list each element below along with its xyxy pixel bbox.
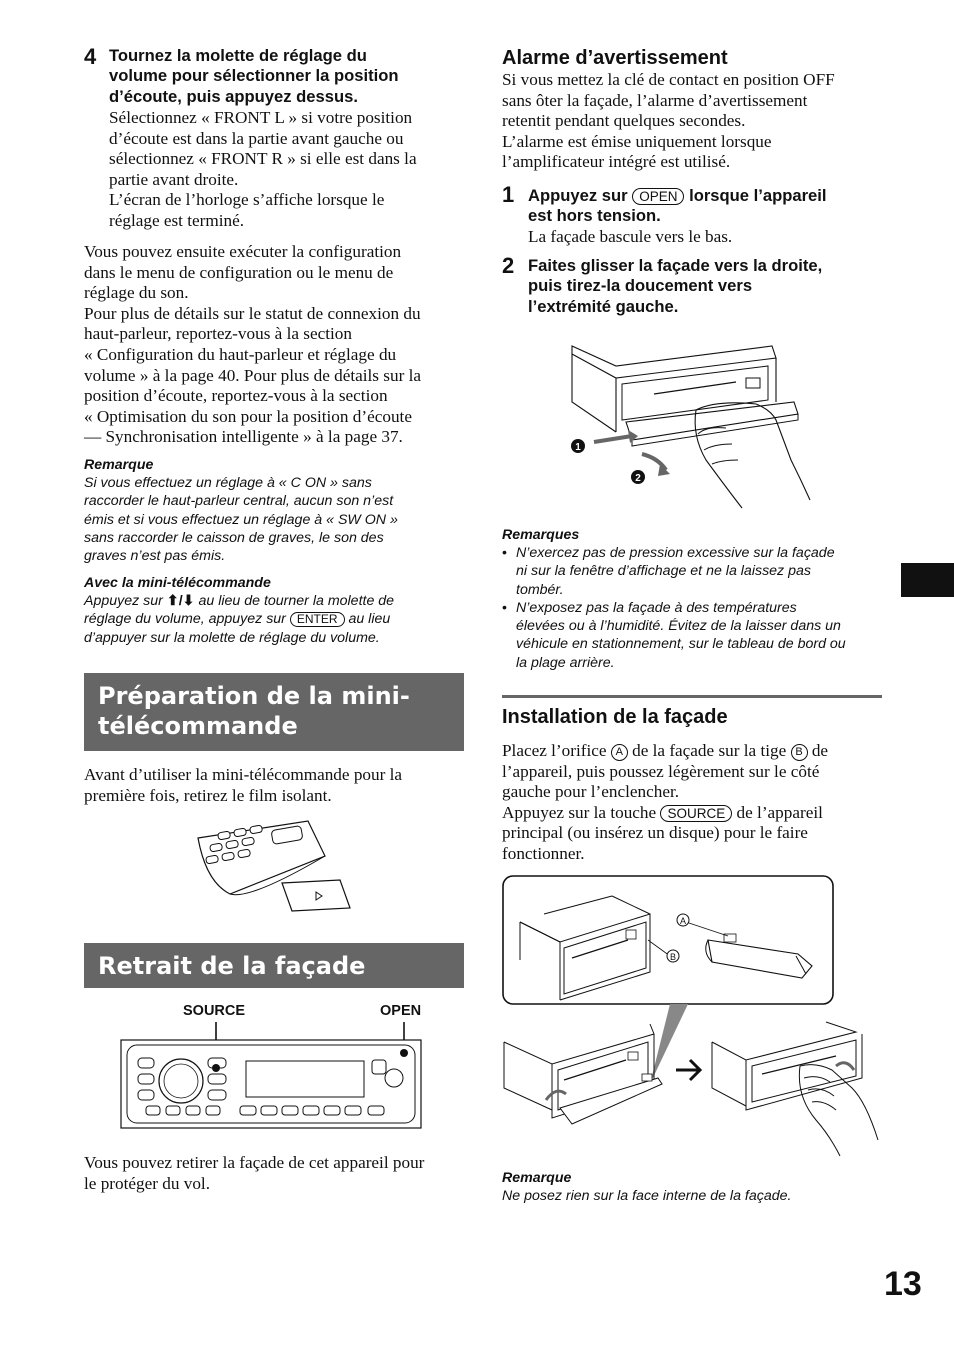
text: Appuyez sur — [528, 186, 633, 205]
paragraph-line: — Synchronisation intelligente » à la page 37. — [84, 427, 403, 447]
text: de la façade sur la tige — [627, 741, 791, 760]
step-1-body: La façade bascule vers le bas. — [528, 227, 733, 246]
install-line: gauche pour l’enclencher. — [502, 782, 680, 802]
step-2-title-line: puis tirez-la doucement vers — [528, 276, 753, 296]
text: au lieu de tourner la molette de — [194, 593, 395, 609]
notes-item — [502, 544, 887, 599]
mark-b: B — [791, 744, 808, 761]
note-line: N’exercez pas de pression excessive sur la façade — [516, 545, 835, 561]
section-title-line: Préparation de la mini- — [98, 682, 410, 710]
install-line: fonctionner. — [502, 843, 585, 863]
note-heading: Remarque — [84, 457, 154, 473]
note-line: N’exposez pas la façade à des températures — [516, 599, 797, 616]
section-banner-faceplate-removal: Retrait de la façade — [84, 943, 464, 988]
note-line: raccorder le haut-parleur central, aucun son n’est — [84, 493, 394, 510]
note-line: émis et si vous effectuez un réglage à « SW ON » — [84, 511, 398, 528]
paragraph-line: Vous pouvez ensuite exécuter la configuration — [84, 242, 402, 261]
step-2-number: 2 — [502, 253, 515, 278]
install-heading: Installation de la façade — [502, 706, 728, 728]
front-panel-illustration — [118, 1020, 426, 1132]
faceplate-install-illustration — [500, 874, 890, 1164]
step-4-body-line: L’écran de l’horloge s’affiche lorsque le — [109, 190, 385, 210]
open-key: OPEN — [632, 188, 684, 205]
step-2-title-line: l’extrémité gauche. — [528, 296, 679, 316]
step-2-title — [528, 256, 888, 317]
note-line: ni sur la fenêtre d’affichage et ne la laissez pas — [516, 563, 811, 580]
faceplate-removal-illustration — [566, 340, 816, 510]
step-4-body — [109, 108, 469, 232]
note-line: sans raccorder le caisson de graves, le son des — [84, 529, 384, 546]
notes-item-text — [516, 599, 846, 672]
step-4-body-line: partie avant droite. — [109, 169, 239, 189]
last-note-heading: Remarque — [502, 1170, 572, 1186]
note-line: élevées ou à l’humidité. Évitez de la laisser dans un — [516, 618, 841, 635]
paragraph-line: Vous pouvez retirer la façade de cet appareil pour — [84, 1153, 425, 1172]
text: de — [807, 741, 829, 760]
paragraph-line: « Optimisation du son pour la position d’écoute — [84, 406, 412, 426]
paragraph-line: Si vous mettez la clé de contact en position OFF — [502, 70, 835, 89]
section-rule — [502, 695, 882, 698]
note-line: graves n’est pas émis. — [84, 548, 226, 565]
section-banner-remote-prep — [84, 673, 464, 751]
paragraph-line: L’alarme est émise uniquement lorsque — [502, 131, 772, 151]
step-4-title-line: volume pour sélectionner la position — [109, 66, 399, 86]
paragraph-line: volume » à la page 40. Pour plus de détails sur la — [84, 365, 421, 385]
up-down-arrows-icon: ⬆/⬇ — [166, 593, 195, 609]
step-1-title — [528, 186, 888, 227]
enter-key: ENTER — [290, 612, 345, 627]
step-1-title-line — [528, 186, 888, 206]
paragraph-line: haut-parleur, reportez-vous à la section — [84, 324, 352, 344]
remote-note-body — [84, 592, 469, 647]
install-body — [502, 741, 887, 865]
notes-item-text — [516, 544, 835, 599]
step-4-title — [109, 46, 469, 107]
config-paragraph — [84, 242, 469, 448]
paragraph-line: position d’écoute, reportez-vous à la section — [84, 386, 388, 406]
note-body — [84, 474, 469, 565]
bullet: • — [502, 599, 507, 616]
remote-note-line — [84, 592, 469, 610]
removal-body — [84, 1153, 469, 1194]
paragraph-line: « Configuration du haut-parleur et réglage du — [84, 344, 397, 364]
text: lorsque l’appareil — [684, 186, 827, 205]
callout-2: 2 — [635, 473, 641, 484]
mark-a: A — [611, 744, 628, 761]
chapter-tab — [901, 563, 954, 597]
note-line: Si vous effectuez un réglage à « C ON » sans — [84, 475, 372, 491]
text: de l’appareil — [732, 802, 823, 822]
paragraph-line: retentit pendant quelques secondes. — [502, 111, 746, 131]
callout-1: 1 — [575, 442, 581, 453]
paragraph-line: Avant d’utiliser la mini-télécommande pour la — [84, 765, 403, 784]
source-label: SOURCE — [183, 1003, 246, 1019]
step-4-title-line: Tournez la molette de réglage du — [109, 46, 367, 65]
paragraph-line: première fois, retirez le film isolant. — [84, 785, 332, 805]
page-number: 13 — [884, 1265, 922, 1303]
step-4-body-line: Sélectionnez « FRONT L » si votre position — [109, 108, 413, 127]
note-line: la plage arrière. — [516, 654, 615, 671]
step-4-number: 4 — [84, 44, 97, 69]
paragraph-line: dans le menu de configuration ou le menu de — [84, 262, 394, 282]
paragraph-line: l’amplificateur intégré est utilisé. — [502, 152, 731, 172]
install-line — [502, 803, 887, 824]
remote-note-line — [84, 610, 469, 628]
notes-item — [502, 599, 887, 672]
paragraph-line: sans ôter la façade, l’alarme d’avertissement — [502, 90, 808, 110]
step-4-body-line: d’écoute est dans la partie avant gauche ou — [109, 128, 404, 148]
note-line: véhicule en stationnement, sur le tableau de bord ou — [516, 636, 846, 653]
label-a: A — [679, 916, 687, 926]
source-key: SOURCE — [660, 805, 732, 822]
remote-prep-body — [84, 765, 469, 806]
paragraph-line: Pour plus de détails sur le statut de connexion du — [84, 303, 421, 323]
label-b: B — [669, 952, 677, 962]
step-4-body-line: réglage est terminé. — [109, 210, 245, 230]
section-title-line: télécommande — [98, 712, 298, 740]
paragraph-line: réglage du son. — [84, 283, 189, 303]
notes-heading: Remarques — [502, 527, 580, 543]
step-2-title-line: Faites glisser la façade vers la droite, — [528, 256, 823, 275]
install-line — [502, 741, 887, 762]
paragraph-line: le protéger du vol. — [84, 1173, 211, 1193]
note-line: tombér. — [516, 581, 564, 598]
step-1-number: 1 — [502, 182, 515, 207]
last-note-body: Ne posez rien sur la face interne de la façade. — [502, 1188, 792, 1204]
text: Appuyez sur — [84, 593, 167, 609]
install-line: l’appareil, puis poussez légèrement sur le côté — [502, 761, 820, 781]
text: au lieu — [344, 611, 391, 628]
install-line: principal (ou insérez un disque) pour le faire — [502, 823, 808, 843]
text: réglage du volume, appuyez sur — [84, 611, 290, 628]
step-1-title-line: est hors tension. — [528, 206, 661, 226]
remote-note-heading: Avec la mini-télécommande — [84, 575, 271, 591]
step-4-title-line: d’écoute, puis appuyez dessus. — [109, 86, 358, 106]
text: Appuyez sur la touche — [502, 802, 661, 822]
bullet: • — [502, 545, 507, 561]
open-label: OPEN — [380, 1003, 422, 1019]
step-4-body-line: sélectionnez « FRONT R » si elle est dans la — [109, 149, 417, 169]
remote-note-line: d’appuyer sur la molette de réglage du volume. — [84, 629, 380, 646]
text: Placez l’orifice — [502, 741, 611, 760]
alarm-heading: Alarme d’avertissement — [502, 47, 728, 69]
notes-list — [502, 544, 887, 672]
remote-control-illustration — [190, 818, 360, 916]
alarm-body — [502, 70, 887, 173]
